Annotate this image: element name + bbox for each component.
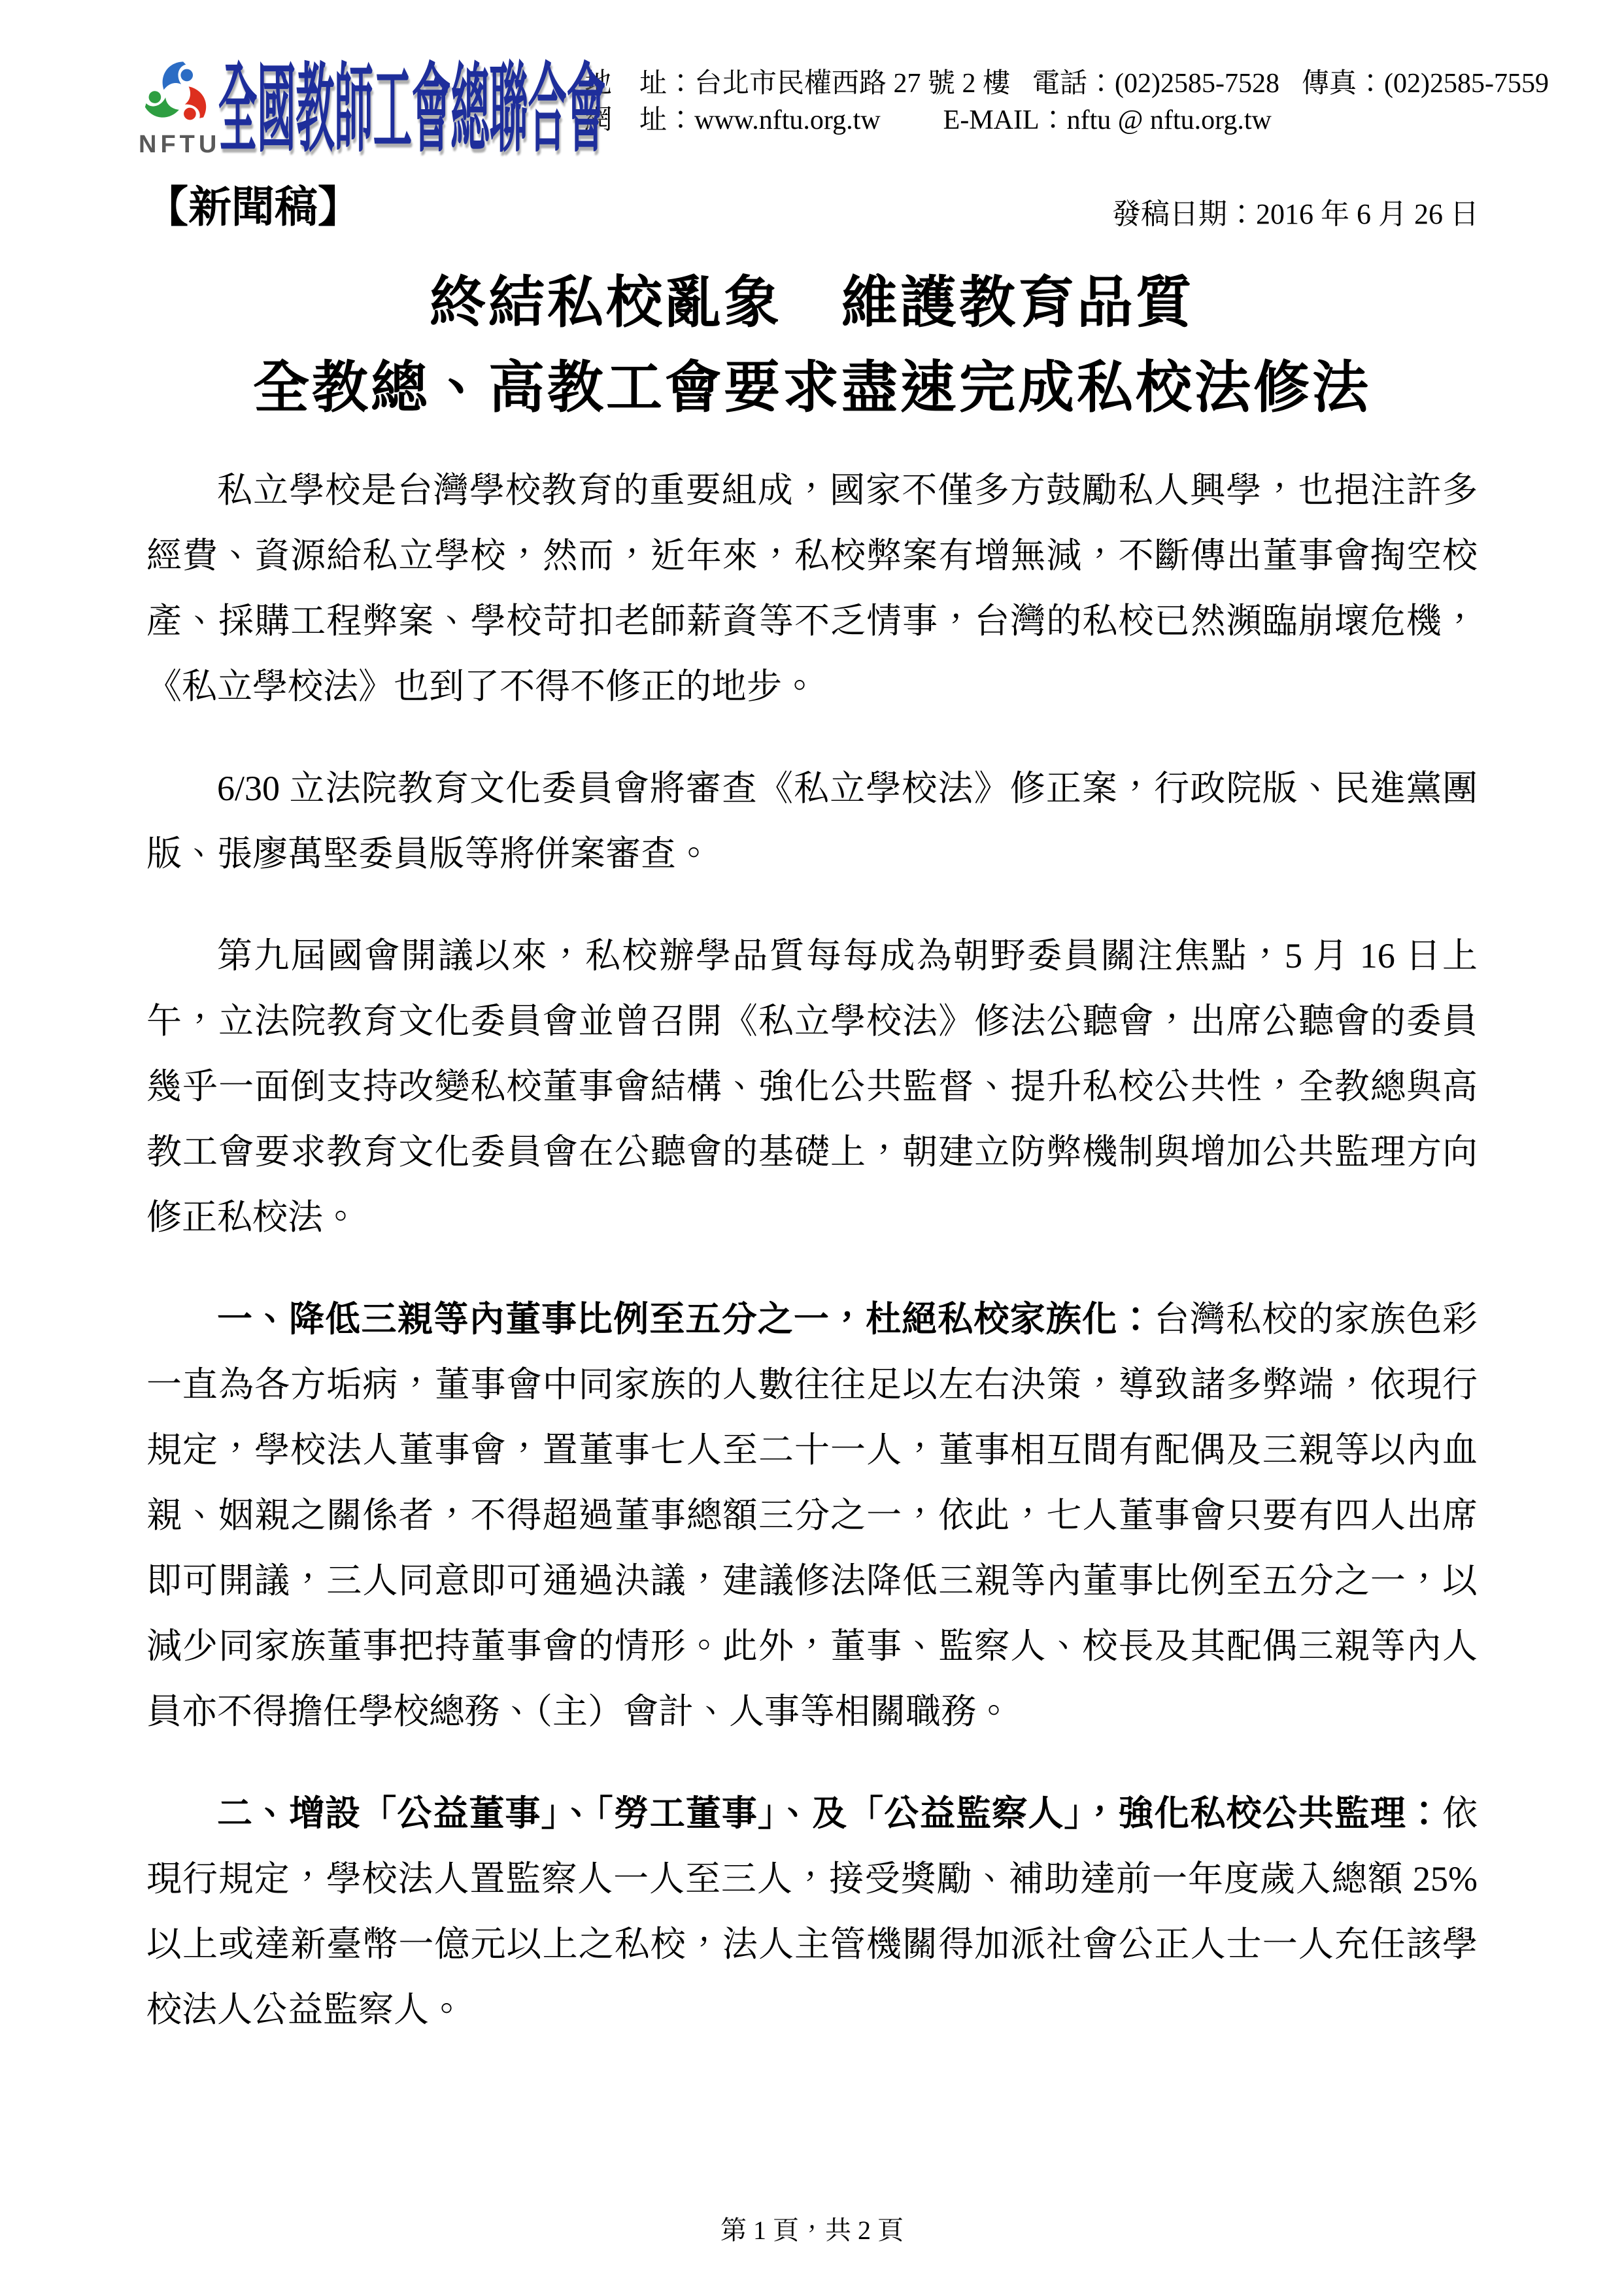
paragraph-5: [146, 1781, 1478, 2042]
nftu-acronym: NFTU: [139, 131, 221, 158]
paragraph-3-text: 第九屆國會開議以來，私校辦學品質每每成為朝野委員關注焦點，5 月 16 日上午，立法院教育文化委員會並曾召開《私立學校法》修法公聽會，出席公聽會的委員幾乎一面倒支持改變私校董事會結構、強化公共監督、提升私校公共性，全教總與高教工會要求教育文化委員會在公聽會的基礎上，朝建立防弊機制與增加公共監理方向修正私校法。: [146, 936, 1478, 1237]
website-value: www.nftu.org.tw: [694, 105, 881, 135]
doc-meta-row: [145, 183, 1479, 233]
paragraph-5-bold-lead: 二、增設「公益董事」、「勞工董事」、及「公益監察人」，強化私校公共監理：: [217, 1793, 1442, 1833]
contact-line-web: [584, 102, 1549, 139]
contact-info: [584, 58, 1549, 139]
org-name-cell: [218, 57, 605, 164]
fax-label: 傳真：: [1302, 69, 1385, 99]
contact-line-address: [584, 65, 1549, 102]
title-line-2: 全教總、高教工會要求盡速完成私校法修法: [253, 356, 1371, 419]
address-value: 台北市民權西路 27 號 2 樓: [694, 69, 1011, 99]
document-body: [146, 458, 1478, 2042]
website-label: 網 址：: [584, 105, 695, 135]
document-title: [0, 260, 1624, 430]
fax-value: (02)2585-7559: [1384, 69, 1549, 99]
trefoil-people-icon: [139, 58, 216, 131]
letterhead: [0, 0, 1624, 164]
email-value: nftu @ nftu.org.tw: [1066, 105, 1272, 135]
paragraph-2-text: 6/30 立法院教育文化委員會將審查《私立學校法》修正案，行政院版、民進黨團版、張廖萬堅委員版等將併案審查。: [146, 768, 1478, 873]
paragraph-4: [146, 1287, 1478, 1744]
phone-label: 電話：: [1032, 69, 1115, 99]
paragraph-2: [146, 756, 1478, 886]
paragraph-1: [146, 458, 1478, 719]
paragraph-4-text: 台灣私校的家族色彩一直為各方垢病，董事會中同家族的人數往往足以左右決策，導致諸多弊端，依現行規定，學校法人董事會，置董事七人至二十一人，董事相互間有配偶及三親等以內血親、姻親之關係者，不得超過董事總額三分之一，依此，七人董事會只要有四人出席即可開議，三人同意即可通過決議，建議修法降低三親等內董事比例至五分之一，以減少同家族董事把持董事會的情形。此外，董事、監察人、校長及其配偶三親等內人員亦不得擔任學校總務、（主）會計、人事等相關職務。: [146, 1299, 1478, 1731]
nftu-logo: [139, 57, 605, 164]
paragraph-1-text: 私立學校是台灣學校教育的重要組成，國家不僅多方鼓勵私人興學，也挹注許多經費、資源給私立學校，然而，近年來，私校弊案有增無減，不斷傳出董事會掏空校產、採購工程弊案、學校苛扣老師薪資等不乏情事，台灣的私校已然瀕臨崩壞危機，《私立學校法》也到了不得不修正的地步。: [146, 470, 1478, 706]
release-date: 發稿日期：2016 年 6 月 26 日: [1112, 197, 1479, 230]
address-label: 地 址：: [584, 69, 695, 99]
doc-type-label: 【新聞稿】: [145, 184, 361, 231]
phone-value: (02)2585-7528: [1115, 69, 1280, 99]
paragraph-3: [146, 923, 1478, 1250]
title-line-1: 終結私校亂象 維護教育品質: [430, 271, 1194, 334]
nftu-logo-figure: [139, 58, 221, 158]
paragraph-4-bold-lead: 一、降低三親等內董事比例至五分之一，杜絕私校家族化：: [217, 1299, 1155, 1339]
paragraph-5-text: 依現行規定，學校法人置監察人一人至三人，接受獎勵、補助達前一年度歲入總額 25%以上或達新臺幣一億元以上之私校，法人主管機關得加派社會公正人士一人充任該學校法人公益監察人。: [146, 1793, 1478, 2029]
org-name-calligraphy: 全國教師工會總聯合會: [218, 57, 605, 164]
page-number: 第 1 頁，共 2 頁: [720, 2216, 904, 2245]
email-label: E-MAIL：: [943, 105, 1067, 135]
